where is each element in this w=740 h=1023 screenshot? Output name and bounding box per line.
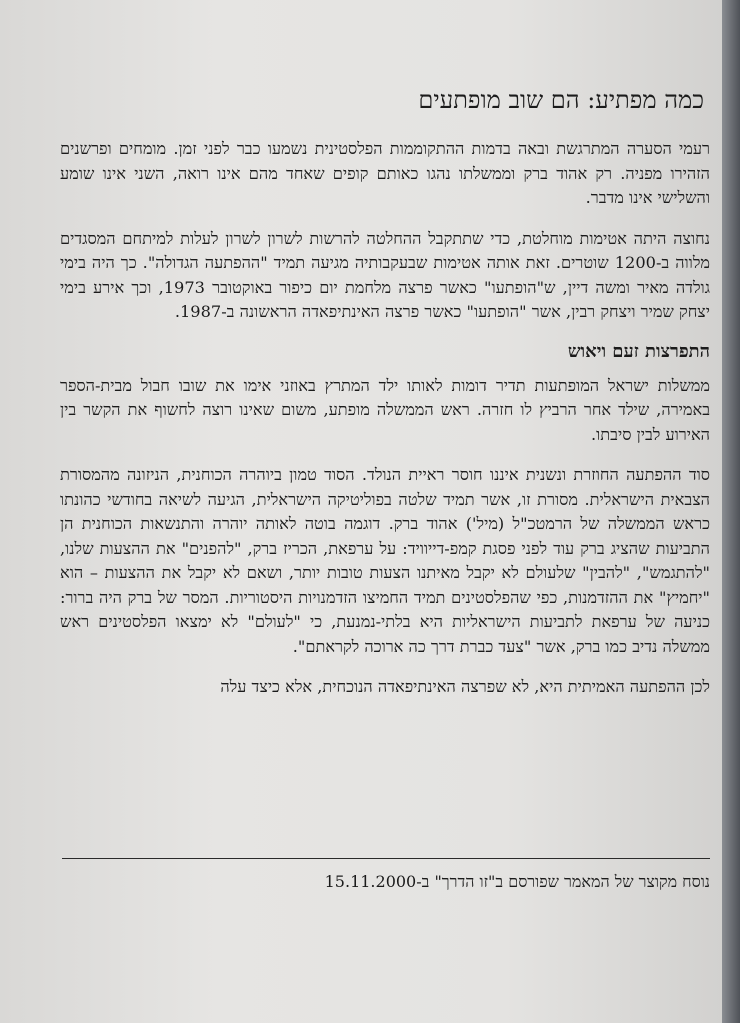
footnote: נוסח מקוצר של המאמר שפורסם ב"זו הדרך" ב-15.11.2000 [324, 872, 710, 891]
paragraph-2: נחוצה היתה אטימות מוחלטת, כדי שתתקבל ההחלטה להרשות לשרון לשרון לעלות למיתחם המסגדים מלווה ב-1200 שוטרים. זאת אותה אטימות שבעקבותיה מגיעה תמיד "ההפתעה הגדולה". כך היה בימי גולדה מאיר ומשה דיין, ש"הופתעו" כאשר פרצה מלחמת יום כיפור באוקטובר 1973, וכך אירע בימי יצחק שמיר ויצחק רבין, אשר "הופתעו" כאשר פרצה האינתיפאדה הראשונה ב-1987. [60, 228, 710, 321]
paragraph-4: סוד ההפתעה החוזרת ונשנית איננו חוסר ראיית הנולד. הסוד טמון ביוהרה הכוחנית, הניזונה מהמסורת הצבאית הישראלית. מסורת זו, אשר תמיד שלטה בפוליטיקה הישראלית, הגיעה לשיאה בחודשי כהונתו כראש הממשלה של הרמטכ"ל (מיל') אהוד ברק. דוגמה בוטה לאותה יוהרה והתנשאות הכוחנית הן התביעות שהציג ברק עוד לפני פסגת קמפ-דייוויד: על ערפאת, הכריז ברק, "להפנים" את ההצעות שלנו, "להתגמש", "להבין" שלעולם לא יקבל מאיתנו הצעות טובות יותר, ושאם לא יקבל את ההצעות – הוא "יחמיץ" את ההזדמנות, כפי שהפלסטינים תמיד החמיצו הזדמנויות היסטוריות. המסר של ברק היה ברור: כניעה של ערפאת לתביעות הישראליות היא בלתי-נמנעת, כי "לעולם" לא ימצאו הפלסטינים ראש ממשלה נדיב כמו ברק, אשר "צעד כברת דרך כה ארוכה לקראתם". [60, 465, 710, 656]
paragraph-3: ממשלות ישראל המופתעות תדיר דומות לאותו ילד המתרץ באוזני אימו את שובו חבול מבית-הספר באמירה, שילד אחר הרביץ לו חזרה. ראש הממשלה מופתע, משום שאינו רוצה לחשוף את הקשר בין האירוע לבין סיבתו. [60, 375, 710, 444]
article-title: כמה מפתיע: הם שוב מופתעים [418, 86, 704, 114]
paragraph-1: רעמי הסערה המתרגשת ובאה בדמות ההתקוממות הפלסטינית נשמעו כבר לפני זמן. מומחים ופרשנים הזהירו מפניה. רק אהוד ברק וממשלתו נהגו כאותם קופים שאחד מהם אינו רואה, השני אינו שומע והשלישי אינו מדבר. [60, 139, 710, 207]
section-heading: התפרצות זעם ויאוש [567, 340, 710, 362]
paragraph-5: לכן ההפתעה האמיתית היא, לא שפרצה האינתיפאדה הנוכחית, אלא כיצד עלה [220, 677, 710, 696]
book-spine [722, 0, 740, 1023]
article [60, 86, 710, 716]
footnote-divider [62, 858, 710, 859]
